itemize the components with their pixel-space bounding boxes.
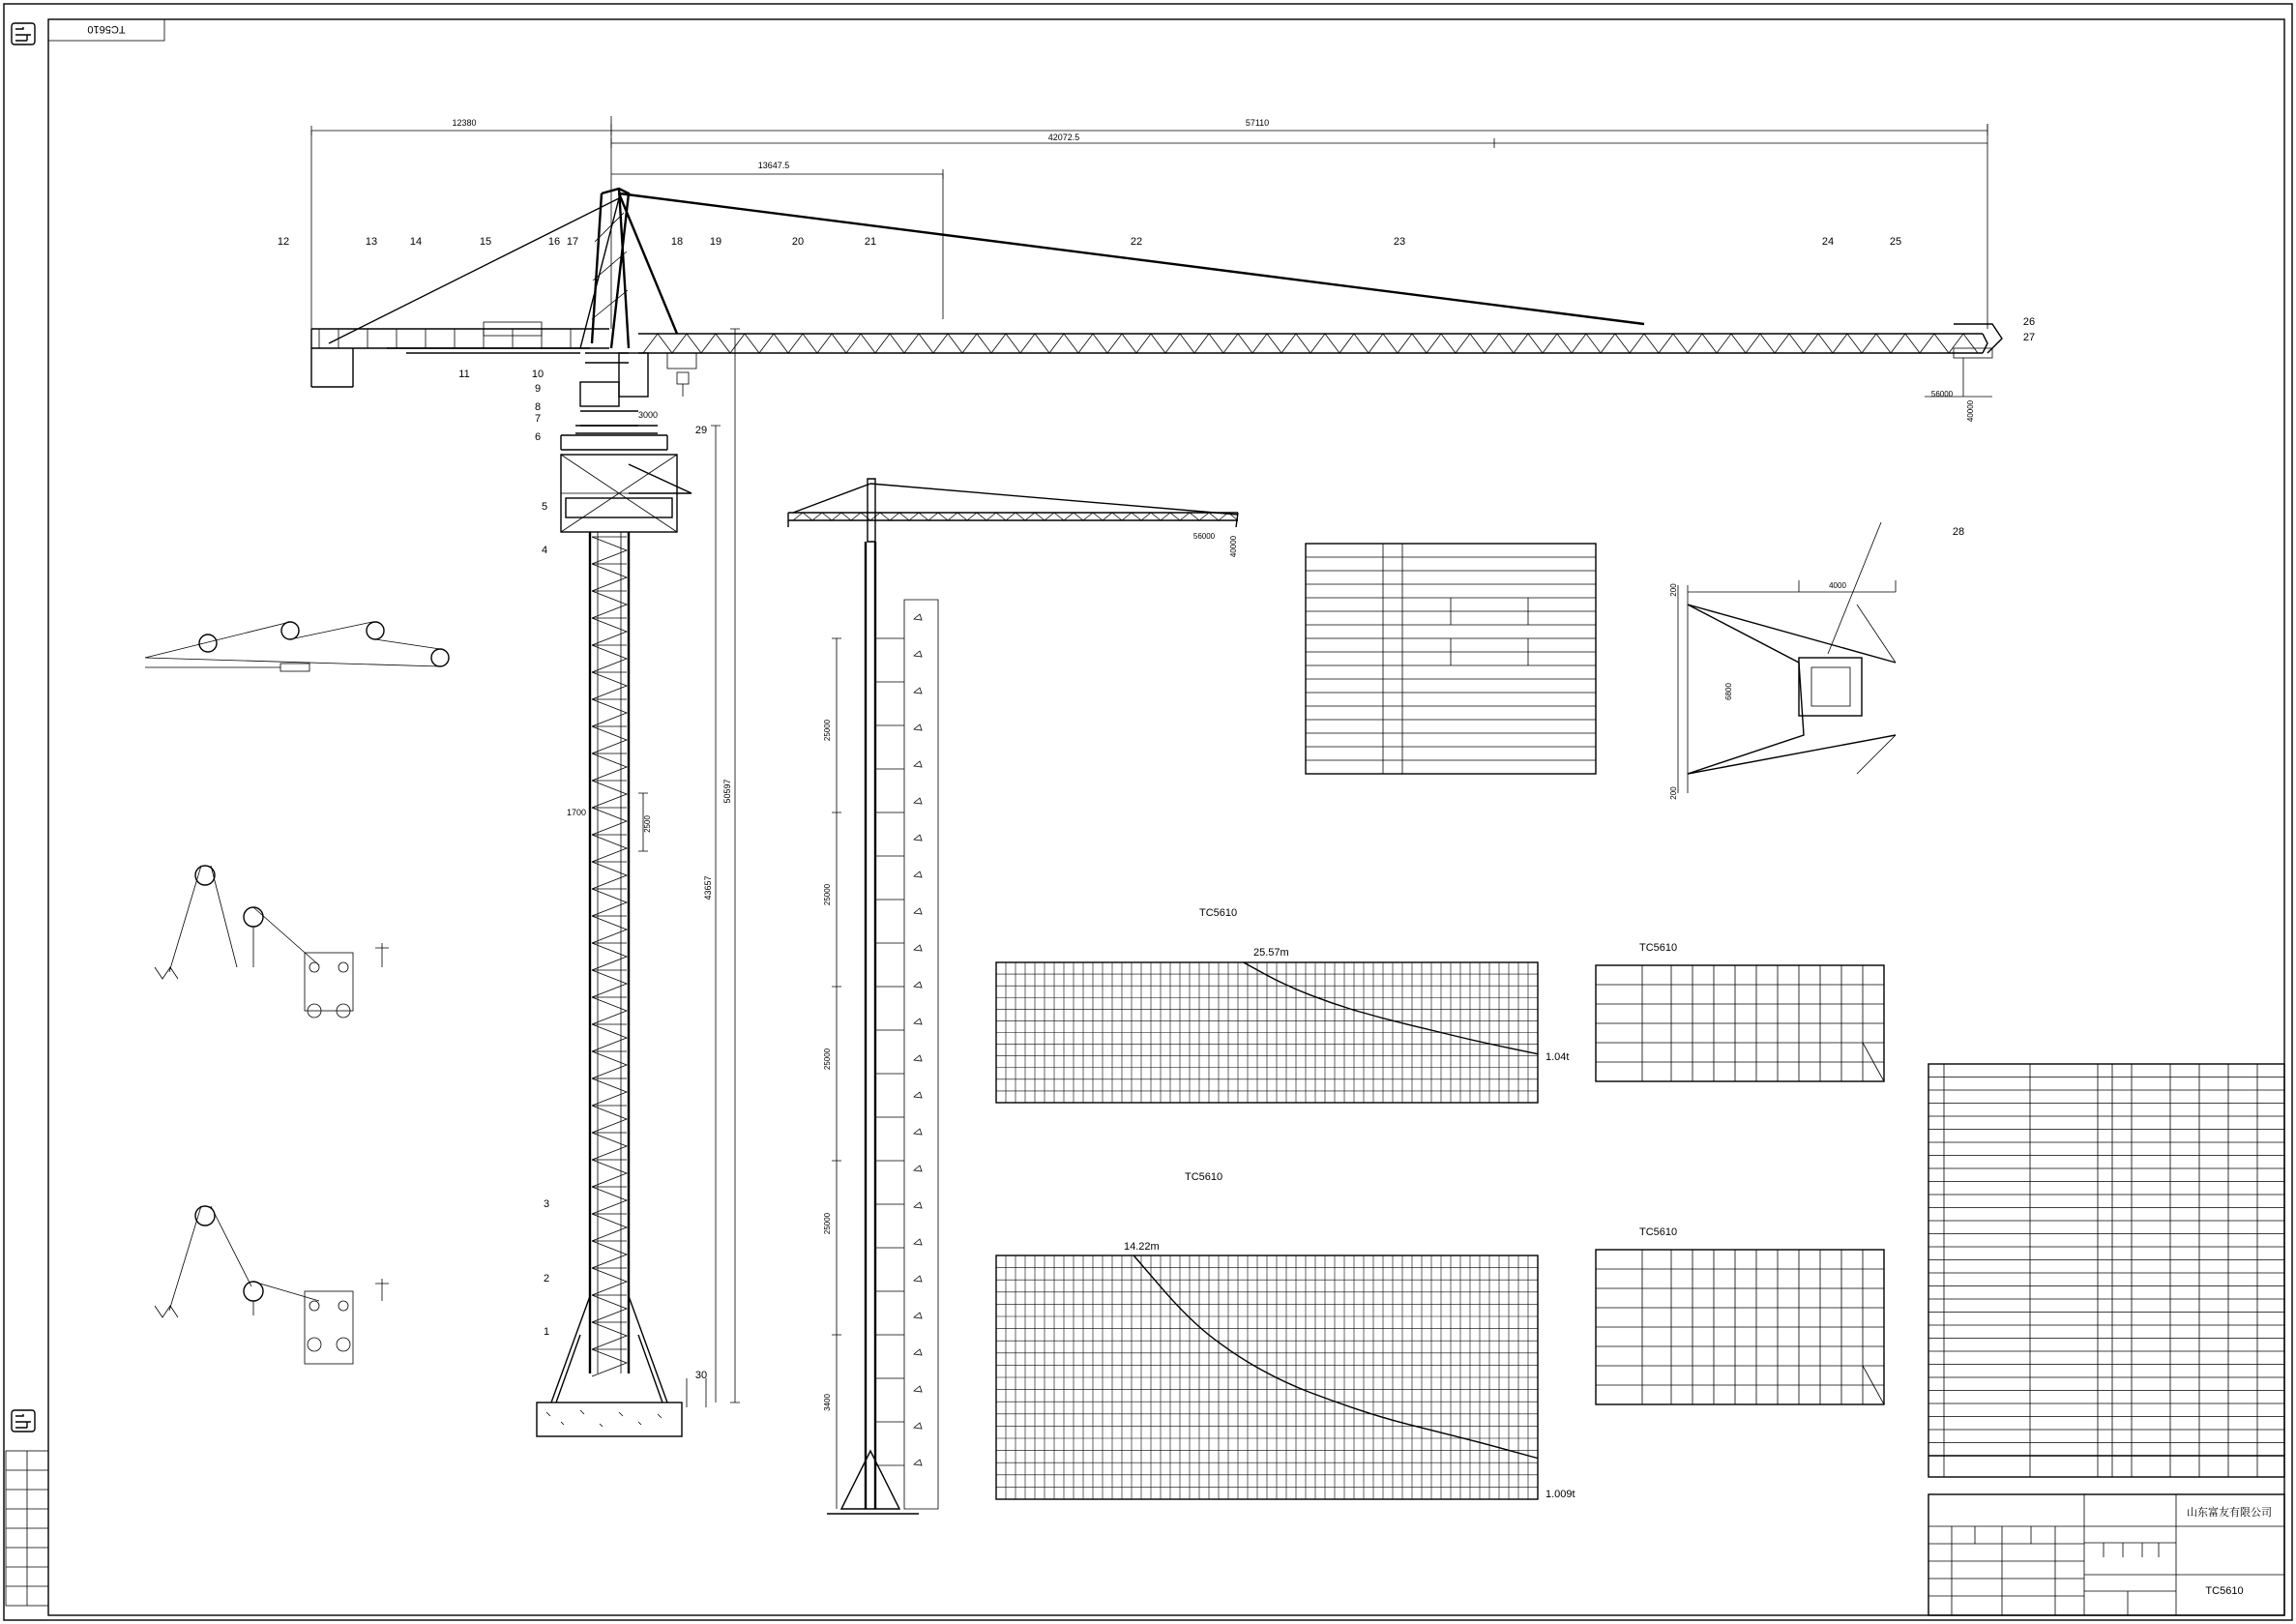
bom-frame — [1928, 1064, 2284, 1477]
callout-26: 26 — [2022, 316, 2036, 328]
tie-dim-6800: 6800 — [1724, 683, 1733, 700]
tie-detail — [1678, 522, 1896, 793]
tie-dim-200-a: 200 — [1669, 583, 1678, 597]
callout-19: 19 — [709, 236, 722, 248]
company-name: 山东富友有限公司 — [2187, 1507, 2272, 1519]
dim-hook-40000: 40000 — [1966, 399, 1975, 423]
revision-block — [6, 1451, 48, 1606]
chart-4fall-end-label: 1.009t — [1545, 1489, 1575, 1500]
callout-28: 28 — [1952, 526, 1965, 538]
bill-of-materials — [1928, 1064, 2284, 1477]
chart-2fall-end-label: 1.04t — [1545, 1051, 1570, 1063]
side-dim-25000-a: 25000 — [823, 719, 832, 742]
load-curve-2fall — [996, 962, 1538, 1103]
chart-2fall-peak-label: 25.57m — [1253, 947, 1289, 959]
callout-2: 2 — [543, 1273, 550, 1284]
callout-18: 18 — [670, 236, 684, 248]
chart-2fall-title: TC5610 — [1199, 907, 1238, 919]
callout-20: 20 — [791, 236, 805, 248]
hoist-rope-4fall-schematic — [155, 1206, 389, 1364]
callout-14: 14 — [409, 236, 423, 248]
callout-6: 6 — [534, 431, 542, 443]
load-table-4-model: TC5610 — [1639, 1226, 1678, 1238]
performance-table — [1306, 544, 1596, 774]
callout-8: 8 — [534, 401, 542, 413]
load-table-2fall — [1596, 965, 1884, 1081]
callout-10: 10 — [531, 369, 545, 380]
dim-jib-13: 13647.5 — [757, 161, 790, 170]
drawing-frame — [48, 19, 2284, 1615]
callout-27: 27 — [2022, 332, 2036, 343]
side-dim-40000: 40000 — [1229, 535, 1238, 558]
tie-dim-4000: 4000 — [1829, 581, 1846, 590]
chart-4fall-peak-label: 14.22m — [1124, 1241, 1160, 1253]
side-dim-25000-b: 25000 — [823, 883, 832, 906]
chart-4fall-title: TC5610 — [1185, 1171, 1223, 1183]
dim-1700: 1700 — [566, 808, 587, 817]
load-curve-4fall — [996, 1255, 1538, 1499]
callout-25: 25 — [1889, 236, 1902, 248]
dim-2500: 2500 — [643, 815, 652, 833]
callout-16: 16 — [547, 236, 561, 248]
load-curve-line — [1133, 1255, 1538, 1459]
callout-23: 23 — [1393, 236, 1406, 248]
dim-height-50597: 50597 — [722, 779, 732, 804]
dim-hook-56000: 56000 — [1930, 390, 1954, 399]
load-curve-line — [1244, 962, 1538, 1054]
dim-jib-42: 42072.5 — [1047, 133, 1080, 142]
callout-17: 17 — [566, 236, 579, 248]
crane-elevation — [311, 116, 2002, 1436]
tie-dim-200-b: 200 — [1669, 786, 1678, 800]
callout-29: 29 — [694, 425, 708, 436]
side-dim-25000-c: 25000 — [823, 1048, 832, 1071]
dim-3000: 3000 — [637, 410, 659, 420]
callout-13: 13 — [365, 236, 378, 248]
load-table-2-model: TC5610 — [1639, 942, 1678, 954]
callout-11: 11 — [458, 369, 470, 380]
part-callouts — [278, 236, 2035, 1381]
callout-30: 30 — [694, 1370, 708, 1381]
luffing-rope-schematic — [145, 622, 449, 671]
callout-12: 12 — [277, 236, 290, 248]
side-dim-56000: 56000 — [1192, 532, 1216, 541]
drawing-number: TC5610 — [87, 23, 126, 35]
dim-height-43657: 43657 — [703, 875, 713, 901]
dim-jib-total: 57110 — [1245, 118, 1270, 128]
corner-symbol-bottom — [12, 1410, 35, 1432]
dim-counter-jib: 12380 — [452, 118, 477, 128]
callout-7: 7 — [534, 413, 542, 425]
model-label: TC5610 — [2205, 1585, 2244, 1597]
callout-22: 22 — [1130, 236, 1143, 248]
callout-5: 5 — [541, 501, 548, 513]
callout-21: 21 — [864, 236, 877, 248]
callout-3: 3 — [543, 1198, 550, 1210]
corner-symbol-top — [12, 23, 35, 44]
hoist-rope-2fall-schematic — [155, 866, 389, 1018]
callout-15: 15 — [479, 236, 492, 248]
side-dim-3400: 3400 — [823, 1394, 832, 1411]
load-table-4fall — [1596, 1250, 1884, 1404]
callout-1: 1 — [543, 1326, 550, 1338]
callout-9: 9 — [534, 383, 542, 395]
callout-4: 4 — [541, 545, 548, 556]
side-dim-25000-d: 25000 — [823, 1212, 832, 1235]
callout-24: 24 — [1821, 236, 1835, 248]
